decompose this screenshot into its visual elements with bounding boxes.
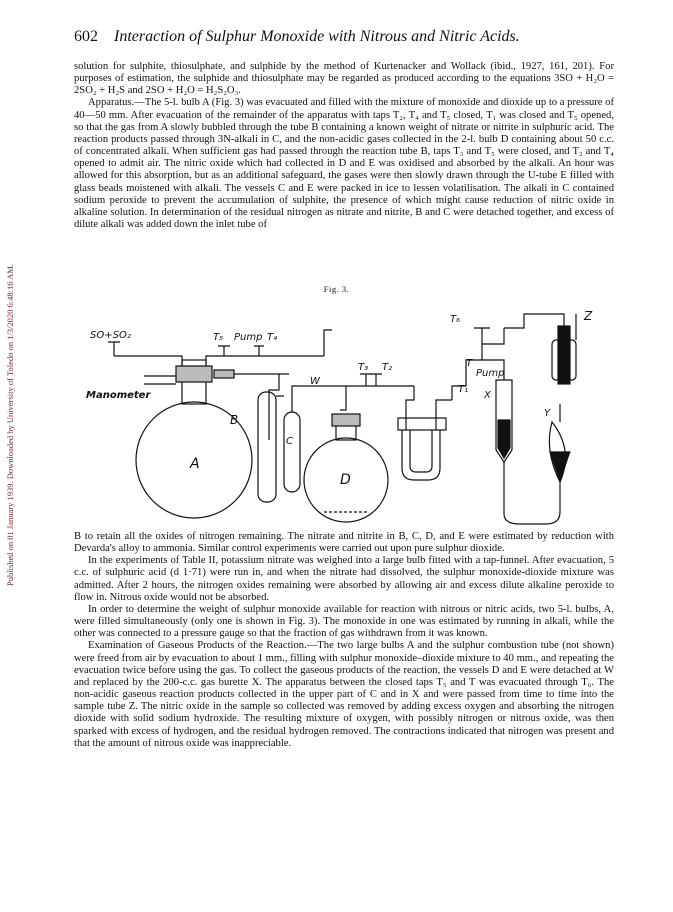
gas-inlet-label: SO+SO₂ — [90, 330, 131, 341]
tap-t3-label: T₃ — [358, 362, 369, 373]
text-block-bottom — [74, 531, 614, 750]
paragraph: solution for sulphite, thiosulphate, and sulphide by the method of Kurtenacker and Wollack (ibid., 1927, 161, 201). For purposes of estimation, the sulphide and thiosulphate may be regarded as produced according to the equations 3SO + H₂O = 2SO₂ + H₂S and 2SO + H₂O = H₂S₂O₃. — [74, 61, 614, 97]
download-notice: Published on 01 January 1939. Downloaded by University of Toledo on 1/3/2020 6:48:16 AM. — [5, 264, 15, 586]
pump-1-label: Pump — [234, 332, 263, 343]
paragraph: Apparatus.—The 5-l. bulb A (Fig. 3) was evacuated and filled with the mixture of monoxide and dioxide up to a pressure of 40—50 mm. After evacuation of the remainder of the apparatus with taps T₂, T₄ and T₅ closed, T₁ was closed and T₅ opened, so that the gas from A slowly bubbled through the tube B containing a known weight of nitrate or nitrite in sulphuric acid. The reaction products passed through 3N-alkali in C, and the non-acidic gases collected in the 2-l. bulb D containing about 50 c.c. of concentrated alkali. When sufficient gas had passed through the reaction tube B, taps T₃ and T₅ were closed, and T₂ and T₄ opened to admit air. The nitric oxide which had collected in D and E was oxidised and absorbed by the alkali. An hour was allowed for this absorption, but as an additional safeguard, the gases were then slowly drawn through the U-tube E filled with glass beads moistened with alkali. The vessels C and E were packed in ice to lessen volatilisation. The alkali in C contained sodium peroxide to prevent the accumulation of sulphite, the presence of which might cause reduction of nitric oxide in alkaline solution. In determination of the residual nitrogen as nitrate and nitrite, B and C were detached together, and excess of dilute alkali was added down the inlet tube of — [74, 97, 614, 231]
tap-t1-label: T₁ — [458, 384, 469, 395]
tap-t6-label: T₆ — [450, 314, 461, 325]
tube-c-label: C — [286, 436, 293, 447]
tap-t5-label: T₅ — [213, 332, 224, 343]
page-header — [74, 28, 614, 46]
paragraph: In the experiments of Table II, potassium nitrate was weighed into a large bulb fitted with a tap-funnel. After evacuation, 5 c.c. of sulphuric acid (d 1·71) were run in, and when the nitrate had dissolved, the sulphur monoxide-dioxide mixture was admitted. After 2 hours, the nitrogen oxides remaining were absorbed by allowing air and excess dilute alkaline peroxide to flow in. Nitrous oxide would not be absorbed. — [74, 555, 614, 603]
figure-caption: Fig. 3. — [323, 284, 350, 294]
burette-x-label: X — [484, 390, 491, 401]
junction-w-label: W — [310, 376, 320, 387]
tap-t4-label: T₄ — [267, 332, 278, 343]
reservoir-y-label: Y — [544, 408, 551, 419]
paragraph: B to retain all the oxides of nitrogen remaining. The nitrate and nitrite in B, C, D, and E were estimated by reduction with Devarda's alloy to ammonia. Similar control experiments were carried out upon pure sulphur dioxide. — [74, 531, 614, 555]
page-number: 602 — [74, 28, 98, 45]
pump-2-label: Pump — [476, 368, 505, 379]
bulb-d-label: D — [340, 472, 351, 488]
tube-b-label: B — [230, 413, 239, 427]
stopper — [176, 366, 212, 382]
apparatus-figure — [84, 300, 604, 528]
tube-b — [258, 392, 276, 502]
sample-tube-z-label: Z — [584, 309, 593, 323]
manometer-label: Manometer — [86, 390, 151, 401]
text-block-top — [74, 61, 614, 231]
tap-t-label: T — [466, 358, 473, 369]
tube-c — [284, 412, 300, 492]
bulb-a-label: A — [190, 456, 200, 472]
paragraph: Examination of Gaseous Products of the Reaction.—The two large bulbs A and the sulphur combustion tube (not shown) were freed from air by evacuation to about 1 mm., filling with sulphur monoxide–dioxide mixture to 40 mm., and repeating the evacuation twice before using the gas. To collect the gaseous products of the reaction, the vessels D and E were detached at W and replaced by the 200-c.c. gas burette X. The apparatus between the closed taps T₅ and T was evacuated through T₆. The non-acidic gaseous reaction products collected in the upper part of C and in X and were passed from time to time into the sample tube Z. The nitric oxide in the sample so collected was removed by adding excess oxygen and absorbing the nitrogen dioxide with solid sodium hydroxide. The resulting mixture of oxygen, with possibly nitrogen or nitrous oxide, was then sparked with excess of hydrogen, and the residual hydrogen removed. The contractions indicated that nitrogen was present and that the amount of nitrous oxide was inappreciable. — [74, 640, 614, 749]
u-tube-e-label: E — [414, 452, 421, 463]
paragraph: In order to determine the weight of sulphur monoxide available for reaction with nitrous or nitric acids, two 5-l. bulbs, A, were filled simultaneously (only one is shown in Fig. 3). The monoxide in one was estimated by running in alkali, while the other was connected to a pressure gauge so that the fraction of gas withdrawn from it was known. — [74, 603, 614, 640]
running-title: Interaction of Sulphur Monoxide with Nitrous and Nitric Acids. — [114, 28, 520, 45]
tap-t2-label: T₂ — [382, 362, 393, 373]
